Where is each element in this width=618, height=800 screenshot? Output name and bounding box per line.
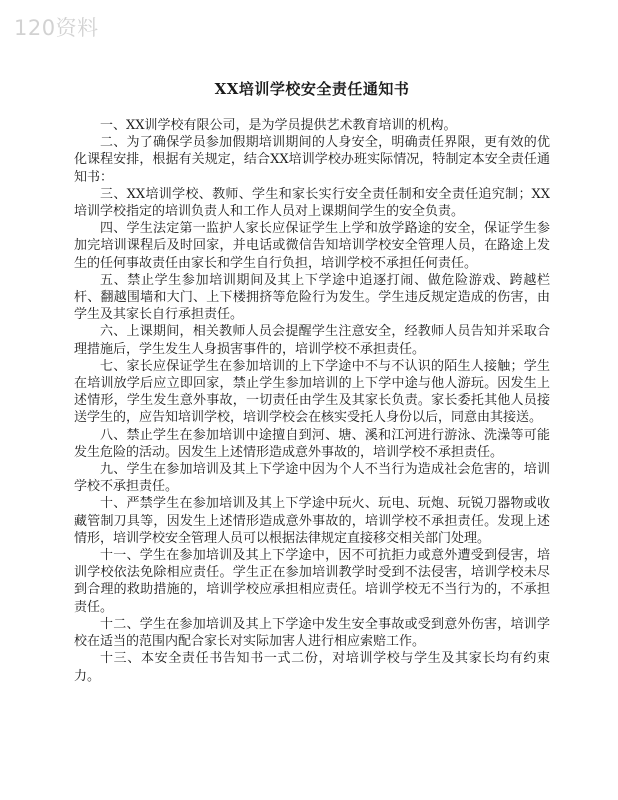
paragraph-8: 八、禁止学生在参加培训中途擅自到河、塘、溪和江河进行游泳、洗澡等可能发生危险的活动。因发生上述情形造成意外事故的，培训学校不承担责任。	[74, 427, 550, 460]
document-body	[74, 70, 550, 685]
paragraph-12: 十二、学生在参加培训及其上下学途中发生安全事故或受到意外伤害，培训学校在适当的范围内配合家长对实际加害人进行相应索赔工作。	[74, 616, 550, 650]
paragraph-5: 五、禁止学生参加培训期间及其上下学途中追逐打闹、做危险游戏、跨越栏杆、翻越围墙和大门、上下楼拥挤等危险行为发生。学生违反规定造成的伤害，由学生及其家长自行承担责任。	[74, 272, 550, 323]
paragraph-11: 十一、学生在参加培训及其上下学途中，因不可抗拒力或意外遭受到侵害，培训学校依法免除相应责任。学生正在参加培训教学时受到不法侵害，培训学校未尽到合理的救助措施的，培训学校应承担相应责任。培训学校无不当行为的，不承担责任。	[74, 548, 550, 615]
document-title: XX培训学校安全责任通知书	[214, 80, 410, 98]
paragraph-13: 十三、本安全责任书告知书一式二份，对培训学校与学生及其家长均有约束力。	[74, 651, 550, 684]
paragraph-2: 二、为了确保学员参加假期培训期间的人身安全，明确责任界限，更有效的优化课程安排，根据有关规定，结合XX培训学校办班实际情况，特制定本安全责任通知书：	[74, 135, 550, 185]
watermark-logo: 120资料	[14, 16, 99, 40]
paragraph-4: 四、学生法定第一监护人家长应保证学生上学和放学路途的安全，保证学生参加完培训课程后及时回家，并电话或微信告知培训学校安全管理人员，在路途上发生的任何事故责任由家长和学生自行负担，培训学校不承担任何责任。	[74, 221, 550, 271]
paragraph-3: 三、XX培训学校、教师、学生和家长实行安全责任制和安全责任追究制；XX培训学校指定的培训负责人和工作人员对上课期间学生的安全负责。	[74, 186, 550, 220]
paragraph-9: 九、学生在参加培训及其上下学途中因为个人不当行为造成社会危害的，培训学校不承担责任。	[74, 462, 550, 495]
paragraph-10: 十、严禁学生在参加培训及其上下学途中玩火、玩电、玩炮、玩锐刀器物或收藏管制刀具等，因发生上述情形造成意外事故的，培训学校不承担责任。发现上述情形，培训学校安全管理人员可以根据法律规定直接移交相关部门处理。	[74, 496, 550, 546]
paragraph-6: 六、上课期间，相关教师人员会提醒学生注意安全，经教师人员告知并采取合理措施后，学生发生人身损害事件的，培训学校不承担责任。	[74, 324, 550, 357]
paragraph-7: 七、家长应保证学生在参加培训的上下学途中不与不认识的陌生人接触；学生在培训放学后应立即回家，禁止学生参加培训的上下学中途与他人游玩。因发生上述情形，学生发生意外事故，一切责任由学生及其家长负责。家长委托其他人员接送学生的，应告知培训学校，培训学校会在核实受托人身份以后，同意由其接送。	[74, 358, 550, 426]
paragraph-1: 一、XX训学校有限公司，是为学员提供艺术教育培训的机构。	[100, 118, 457, 133]
